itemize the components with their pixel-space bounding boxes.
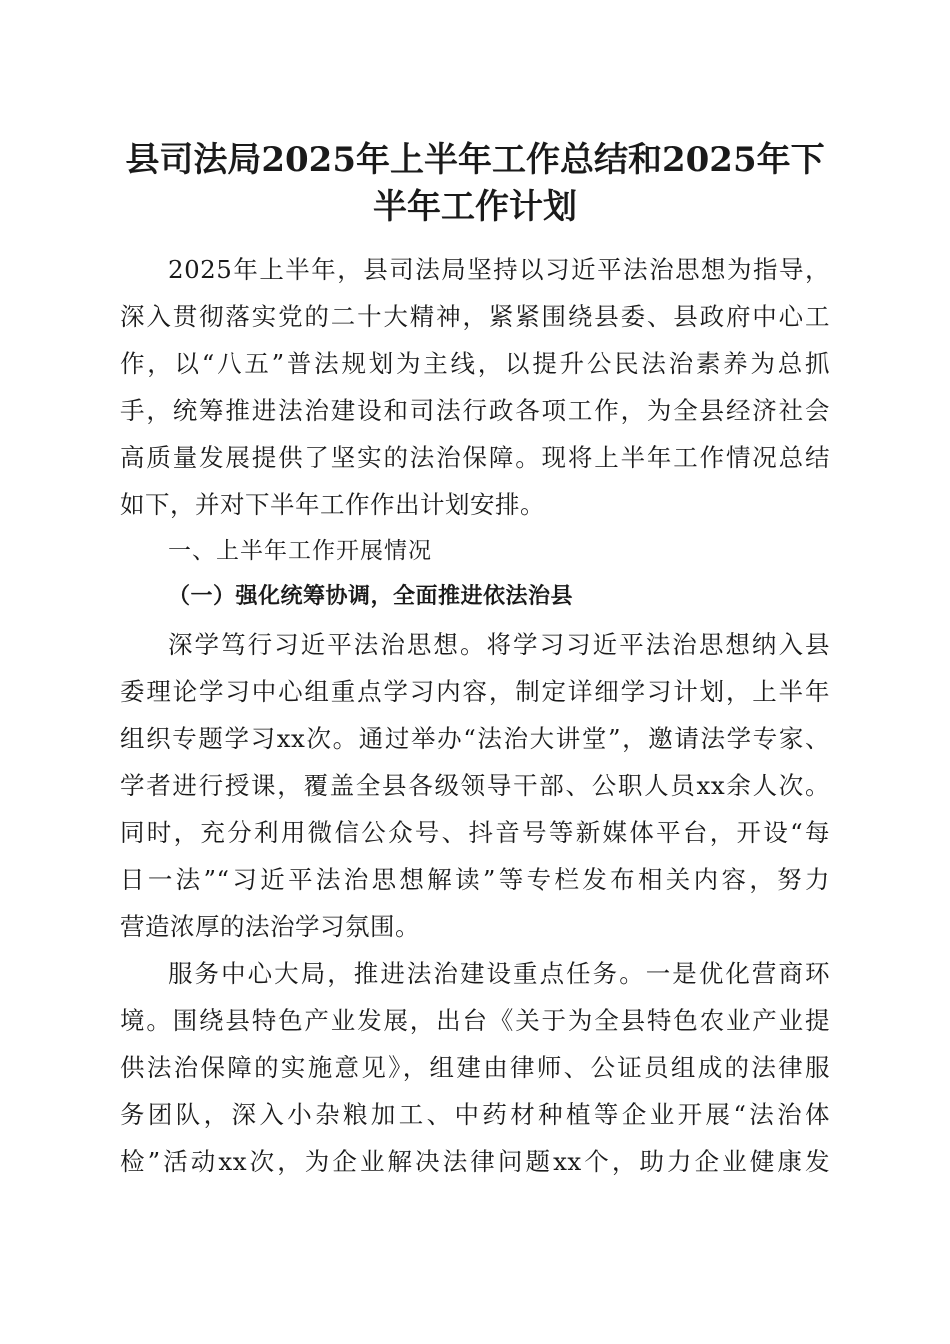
paragraph-line: 同时，充分利用微信公众号、抖音号等新媒体平台，开设“每: [120, 818, 830, 847]
document-title-line-1: 县司法局2025年上半年工作总结和2025年下: [125, 140, 825, 180]
paragraph-line: 务团队，深入小杂粮加工、中药材种植等企业开展“法治体: [120, 1100, 830, 1129]
document-title-line-2: 半年工作计划: [373, 187, 577, 227]
paragraph-line: 营造浓厚的法治学习氛围。: [120, 912, 420, 941]
paragraph-line: 深学笃行习近平法治思想。将学习习近平法治思想纳入县: [168, 630, 830, 659]
intro-line: 如下，并对下半年工作作出计划安排。: [120, 490, 545, 519]
intro-line: 深入贯彻落实党的二十大精神，紧紧围绕县委、县政府中心工: [120, 302, 830, 331]
paragraph-line: 组织专题学习xx次。通过举办“法治大讲堂”，邀请法学专家、: [120, 724, 830, 753]
paragraph-line: 日一法”“习近平法治思想解读”等专栏发布相关内容，努力: [120, 865, 830, 894]
intro-line: 2025年上半年，县司法局坚持以习近平法治思想为指导，: [168, 255, 830, 284]
paragraph-line: 委理论学习中心组重点学习内容，制定详细学习计划，上半年: [120, 677, 830, 706]
paragraph-line: 学者进行授课，覆盖全县各级领导干部、公职人员xx余人次。: [120, 771, 830, 800]
paragraph-line: 检”活动xx次，为企业解决法律问题xx个，助力企业健康发: [120, 1147, 830, 1176]
intro-line: 高质量发展提供了坚实的法治保障。现将上半年工作情况总结: [120, 443, 830, 472]
subsection-heading: （一）强化统筹协调，全面推进依法治县: [168, 583, 574, 609]
paragraph-line: 供法治保障的实施意见》，组建由律师、公证员组成的法律服: [120, 1053, 830, 1082]
section-heading: 一、上半年工作开展情况: [168, 538, 432, 564]
paragraph-line: 服务中心大局，推进法治建设重点任务。一是优化营商环: [168, 959, 830, 988]
intro-line: 作，以“八五”普法规划为主线，以提升公民法治素养为总抓: [120, 349, 830, 378]
paragraph-line: 境。围绕县特色产业发展，出台《关于为全县特色农业产业提: [120, 1006, 830, 1035]
intro-line: 手，统筹推进法治建设和司法行政各项工作，为全县经济社会: [120, 396, 830, 425]
